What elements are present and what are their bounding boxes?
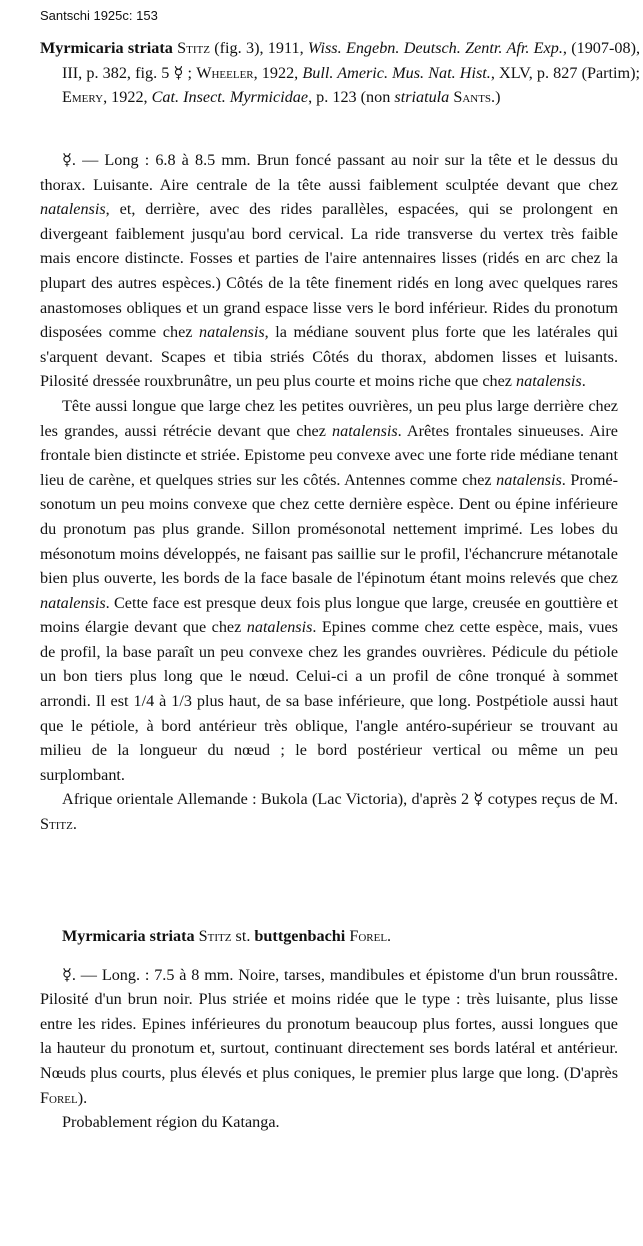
subspecies-author2: Forel. [349,927,392,945]
taxon-natalensis: natalensis [496,470,562,489]
subspecies-name: buttgenbachi [254,927,346,945]
desc-text: . Arêtes frontales sinueuses. Aire frontale bien distincte et striée. Epistome peu convexe avec une forte ride médiane tenant lieu de carène, et quelques stries sur les côtés. Antennes comme chez [40,421,619,489]
citation-emery: Emery [62,88,104,107]
citation-fig: (fig. 3), 1911, [214,39,304,57]
taxon-natalensis: natalensis [40,200,106,219]
taxon-natalensis: natalensis [40,593,106,612]
desc-text: Tête aussi longue que large chez les petites ouvrières, un peu plus large derrière chez les grandes, aussi rétrécie devant que chez [40,396,618,440]
citation-wheeler: Wheeler [196,63,254,82]
citation-journal: Wiss. Engebn. Deutsch. Zentr. Afr. Exp. [307,39,563,57]
desc-text: Afrique orientale Allemande : Bukola (Lac Victoria), d'après 2 ☿ cotypes reçus de M. [62,790,618,809]
citation-catalogue: Cat. Insect. Myrmicidae [151,88,309,107]
desc-text: . [72,815,77,834]
species-author: Stitz [177,39,210,57]
desc-text: . Promésonotum un peu moins convexe que chez cette dernière espèce. Dent ou épine inférieure du pronotum pas plus grande. Sillon promésonotal nettement imprimé. Les lobes du mésonotum moins développés, ne faisant pas saillie sur le profil, l'échancrure métanotale bien plus ouverte, les bords de la face basale de l'épinotum étant moins relevés que chez [40,470,619,588]
taxon-natalensis: natalensis [199,323,265,342]
desc-text: , la médiane souvent plus forte que les latérales qui s'arquent devant. Scapes et tibia striés Côtés du thorax, abdomen lisses et luisants. Pilosité dressée rouxbrunâtre, un peu plus courte et moins riche que chez [40,323,619,391]
locality-paragraph [40,787,618,836]
worker-description-paragraph [40,148,618,394]
species-name: Myrmicaria striata [40,39,173,57]
subspecies-rank: st. [235,927,251,945]
subspecies-species-name: Myrmicaria striata [62,927,195,945]
citation-striatula: striatula [394,88,450,107]
desc-text: ☿. — Long : 6.8 à 8.5 mm. Brun foncé passant au noir sur la tête et le dessus du thorax. Luisante. Aire centrale de la tête aussi faiblement sculptée devant que chez [40,151,618,194]
page-source-label: Santschi 1925c: 153 [40,8,158,23]
subspecies-section [40,924,618,1135]
desc-text: . Epines comme chez cette espèce, mais, vues de profil, la base paraît un peu convexe chez les grandes ouvrières. Pédicule du pétiole un bon tiers plus long que le nœud. Celui-ci a un profil de cône tronqué à sommet arrondi. Il est 1/4 à 1/3 plus haut, de sa base inférieure, que long. Postpétiole aussi haut que le pétiole, à bord antérieur très oblique, l'angle antéro-supérieur se trouvant au milieu de la longueur du nœud ; le bord postérieur vertical ou même un peu surplombant. [40,618,618,784]
citation-wheeler-year: , 1922, [253,63,299,82]
citation-emery-year: , 1922, [103,88,148,107]
subspecies-author: Stitz [198,927,232,945]
desc-text: ). [77,1088,88,1107]
author-forel: Forel [40,1088,78,1107]
taxon-natalensis: natalensis [516,372,582,391]
desc-text: . [581,372,586,391]
species-reference [40,36,640,110]
citation-cat-details: , p. 123 (non [308,88,391,107]
subspecies-locality: Probablement région du Katanga. [62,1113,280,1132]
subspecies-description-paragraph [40,963,618,1111]
taxon-natalensis: natalensis [246,618,313,637]
citation-sants: Sants. [453,88,496,107]
citation-bull: Bull. Americ. Mus. Nat. Hist. [302,63,491,82]
subspecies-description [40,963,618,1135]
citation-bull-details: , XLV, p. 827 (Partim); [490,63,641,82]
desc-text: , et, derrière, avec des rides parallèles, espacées, qui se prolongent en divergeant faiblement jusqu'au bord cervical. La ride transverse du vertex très faible mais encore distincte. Fosses et parties de l'aire antennaires lisses (ridés en arc chez la plupart des autres espèces.) Côtés de la tête finement ridés en long avec quelques rares anastomoses obliques et un grand espace lisse vers le bord inférieur. Rides du pronotum disposées comme chez [40,200,618,342]
taxon-natalensis: natalensis [332,421,398,440]
subspecies-heading [62,924,618,949]
citation-details: , (1907-08), III, p. 382, fig. 5 ☿ ; [62,39,641,82]
author-stitz: Stitz [40,815,73,834]
species-description [40,148,618,837]
morphology-paragraph [40,394,618,788]
citation-close: ) [495,88,501,107]
desc-text: ☿. — Long. : 7.5 à 8 mm. Noire, tarses, mandibules et épistome d'un brun roussâtre. Pilosité d'un brun noir. Plus striée et moins ridée que le type : très luisante, plus lisse entre les rides. Epines inférieures du pronotum beaucoup plus fortes, aussi longues que la hauteur du pronotum et, surtout, continuant directement ses bords latéral et antérieur. Nœuds plus courts, plus élevés et plus coniques, le premier plus large que long. (D'après [40,965,618,1082]
desc-text: . Cette face est presque deux fois plus longue que large, creusée en gouttière et moins élargie devant que chez [40,593,618,637]
